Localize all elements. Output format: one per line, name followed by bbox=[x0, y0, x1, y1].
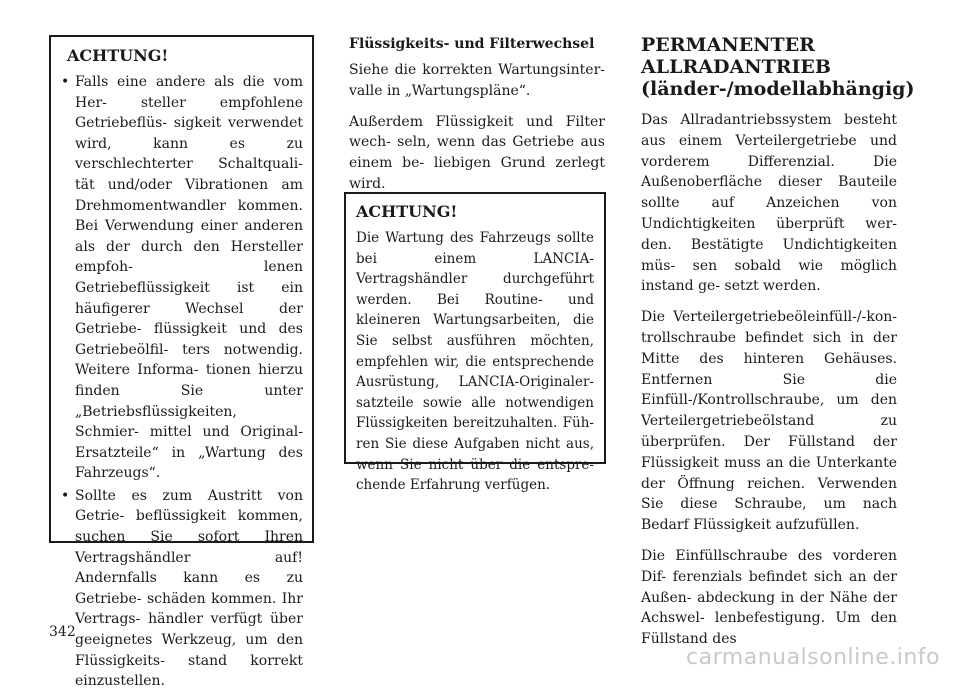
warning-bullet bbox=[61, 486, 303, 692]
section-heading: Flüssigkeits- und Filterwechsel bbox=[349, 36, 595, 52]
watermark: carmanualsonline.info bbox=[686, 645, 940, 670]
warning-title: ACHTUNG! bbox=[356, 202, 458, 221]
bullet-icon: • bbox=[61, 487, 70, 504]
middle-column bbox=[349, 34, 605, 205]
warning-list bbox=[61, 72, 303, 692]
paragraph: Außerdem Flüssigkeit und Filter wech- seln, wenn das Getriebe aus einem be- liebigen Grund zerlegt wird. bbox=[349, 113, 605, 192]
warning-bullet bbox=[61, 72, 303, 484]
section-title: PERMANENTER ALLRADANTRIEB (länder-/modellabhängig) bbox=[641, 34, 915, 100]
paragraph: Siehe die korrekten Wartungsinter- valle in „Wartungspläne“. bbox=[349, 62, 605, 99]
paragraph: Die Verteilergetriebeöleinfüll-/-kon- trollschraube befindet sich in der Mitte des hinteren Gehäuses. Entfernen Sie die Einfüll-/Kontrollschraube, um den Verteilergetriebeölstand zu überprüfen. Der Füllstand der Flüssigkeit muss an die Unterkante der Öffnung reichen. Verwenden Sie diese Schraube, um nach Bedarf Flüssigkeit aufzufüllen. bbox=[641, 309, 897, 534]
warning-bullet-text: Falls eine andere als die vom Her- steller empfohlene Getriebeflüs- sigkeit verwendet wird, kann es zu verschlechterter Schaltquali- tät und/oder Vibrationen am Drehmomentwandler kommen. Bei Verwendung einer anderen als der durch den Hersteller empfoh- lenen Getriebeflüssigkeit ist ein häufigerer Wechsel der Getriebe- flüssigkeit und des Getriebeölfil- ters notwendig. Weitere Informa- tionen hierzu finden Sie unter „Betriebsflüssigkeiten, Schmier- mittel und Original-Ersatzteile“ in „Wartung des Fahrzeugs“. bbox=[75, 74, 303, 482]
warning-bullet-text: Sollte es zum Austritt von Getrie- beflüssigkeit kommen, suchen Sie sofort Ihren Vertragshändler auf! Andernfalls kann es zu Getriebe- schäden kommen. Ihr Vertrags- händler verfügt über geeignetes Werkzeug, um den Flüssigkeits- stand korrekt einzustellen. bbox=[75, 487, 303, 690]
warning-title: ACHTUNG! bbox=[67, 46, 169, 65]
paragraph: Das Allradantriebssystem besteht aus einem Verteilergetriebe und vorderem Differenzial. Die Außenoberfläche dieser Bauteile sollte auf Anzeichen von Undichtigkeiten überprüft wer- den. Bestätigte Undichtigkeiten müs- sen sobald wie möglich instand ge- setzt werden. bbox=[641, 112, 897, 295]
paragraph: Die Einfüllschraube des vorderen Dif- ferenzials befindet sich an der Außen- abdeckung in der Nähe der Achswel- lenbefestigung. Um den Füllstand des bbox=[641, 547, 897, 648]
bullet-icon: • bbox=[61, 74, 70, 90]
warning-text: Die Wartung des Fahrzeugs sollte bei einem LANCIA-Vertragshändler durchgeführt werden. Bei Routine- und kleineren Wartungsarbeiten, die Sie selbst ausführen möchten, empfehlen wir, die entsprechende Ausrüstung, LANCIA-Originaler- satzteile sowie alle notwendigen Flüssigkeiten bereitzuhalten. Füh- ren Sie diese Aufgaben nicht aus, wenn Sie nicht über die entspre- chende Erfahrung verfügen. bbox=[356, 230, 594, 494]
page-number: 342 bbox=[49, 624, 76, 640]
warning-box-middle bbox=[344, 192, 606, 494]
